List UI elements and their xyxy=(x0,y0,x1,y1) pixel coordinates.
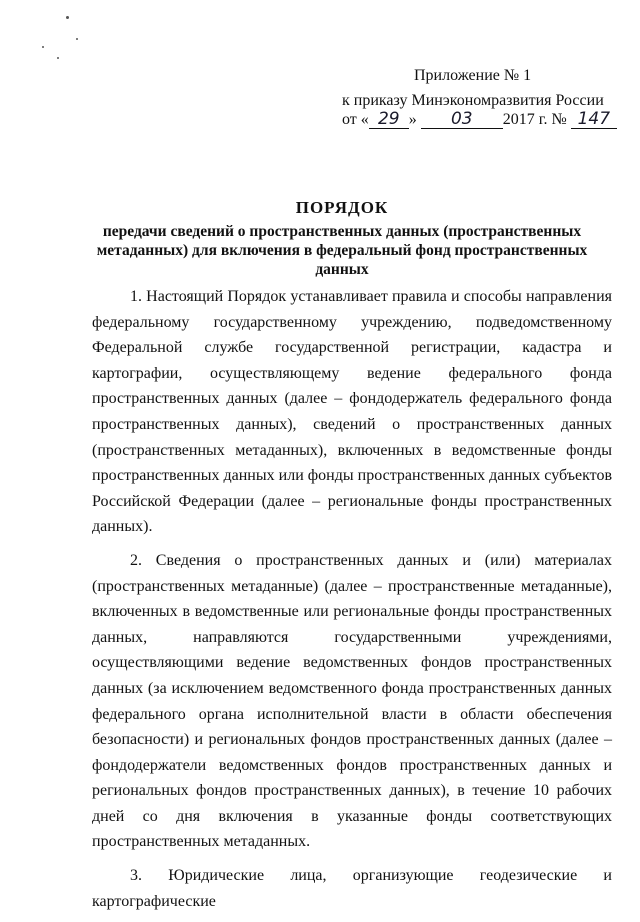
handwritten-day: 29 xyxy=(369,110,409,129)
date-quote-close: » xyxy=(408,111,417,128)
paragraph-1: 1. Настоящий Порядок устанавливает правила и способы направления федеральному государственному учреждению, подведомственному Федеральной службе государственной регистрации, кадастра и картографии, осуществляющему ведение федерального фонда пространственных данных (далее – фондодержатель федерального фонда пространственных данных), сведений о пространственных данных (пространственных метаданных), включенных в ведомственные фонды пространственных данных или фонды пространственных данных субъектов Российской Федерации (далее – региональные фонды пространственных данных). xyxy=(92,288,612,536)
order-reference: к приказу Минэкономразвития России xyxy=(342,92,604,109)
date-year: 2017 г. № xyxy=(502,111,567,128)
appendix-label: Приложение № 1 xyxy=(414,67,532,84)
paragraph-3: 3. Юридические лица, организующие геодезические и картографические xyxy=(92,867,612,910)
document-title-block xyxy=(72,196,612,279)
document-subtitle: передачи сведений о пространственных данных (пространственных метаданных) для включения в федеральный фонд пространственных данных xyxy=(96,223,588,278)
document-title: ПОРЯДОК xyxy=(295,198,389,217)
scan-speck xyxy=(57,57,59,59)
date-prefix: от « xyxy=(342,111,369,128)
scan-speck xyxy=(42,46,44,48)
order-date-line xyxy=(330,110,610,129)
appendix-header xyxy=(330,66,610,129)
handwritten-order-number: 147 xyxy=(571,110,617,129)
document-body xyxy=(92,284,612,922)
handwritten-month: 03 xyxy=(421,110,503,129)
scan-speck xyxy=(66,16,69,19)
paragraph-2: 2. Сведения о пространственных данных и (или) материалах (пространственных метаданные) (далее – пространственные метаданные), включенных в ведомственные или региональные фонды пространственных данных, направляются государственными учреждениями, осуществляющими ведение ведомственных фондов пространственных данных (за исключением ведомственного фонда пространственных данных федерального органа исполнительной власти в области обеспечения безопасности) и региональных фондов пространственных данных (далее – фондодержатели ведомственных фондов пространственных данных и региональных фондов пространственных данных), в течение 10 рабочих дней со дня включения в указанные фонды соответствующих пространственных метаданных. xyxy=(92,551,612,851)
scan-speck xyxy=(76,38,78,40)
